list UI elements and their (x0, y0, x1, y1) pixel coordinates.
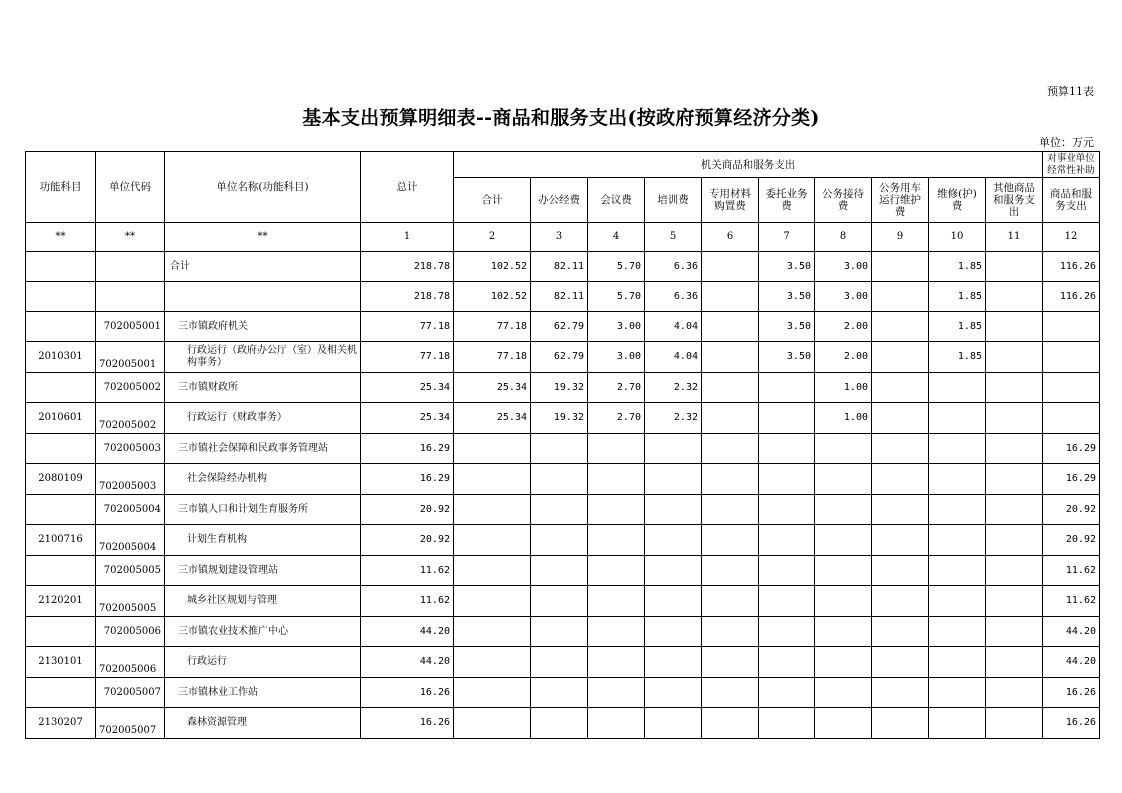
amount-cell (645, 647, 702, 678)
table-row (26, 708, 1100, 739)
column-index-cell: 12 (1043, 223, 1100, 252)
unit-name-cell: 行政运行（财政事务） (165, 403, 361, 434)
amount-cell (986, 312, 1043, 342)
column-index-cell: ** (26, 223, 96, 252)
amount-cell (531, 708, 588, 739)
amount-cell (815, 464, 872, 495)
header-unit-name: 单位名称(功能科目) (165, 152, 361, 223)
amount-cell (929, 678, 986, 708)
amount-cell (702, 282, 759, 312)
func-subject-cell (26, 617, 96, 647)
amount-cell: 16.29 (361, 464, 454, 495)
amount-cell (986, 434, 1043, 464)
amount-cell: 102.52 (454, 252, 531, 282)
amount-cell: 2.70 (588, 373, 645, 403)
amount-cell (815, 617, 872, 647)
func-subject-cell: 2130101 (26, 647, 96, 678)
amount-cell: 16.26 (1043, 708, 1100, 739)
amount-cell: 11.62 (361, 586, 454, 617)
amount-cell (702, 617, 759, 647)
amount-cell: 19.32 (531, 373, 588, 403)
table-row (26, 252, 1100, 282)
amount-cell (531, 678, 588, 708)
column-index-cell: 1 (361, 223, 454, 252)
header-total: 总计 (361, 152, 454, 223)
amount-cell: 3.00 (815, 282, 872, 312)
table-row (26, 282, 1100, 312)
amount-cell (588, 495, 645, 525)
unit-code-cell (96, 252, 165, 282)
amount-cell (872, 647, 929, 678)
amount-cell (588, 556, 645, 586)
amount-cell (645, 678, 702, 708)
amount-cell: 25.34 (361, 403, 454, 434)
unit-name-cell: 社会保险经办机构 (165, 464, 361, 495)
amount-cell (929, 556, 986, 586)
amount-cell (986, 373, 1043, 403)
amount-cell: 4.04 (645, 342, 702, 373)
column-index-cell: 10 (929, 223, 986, 252)
amount-cell (588, 525, 645, 556)
amount-cell (702, 464, 759, 495)
column-index-cell: 9 (872, 223, 929, 252)
amount-cell (702, 495, 759, 525)
amount-cell (702, 708, 759, 739)
amount-cell (531, 586, 588, 617)
table-row (26, 617, 1100, 647)
amount-cell: 3.50 (759, 252, 815, 282)
amount-cell: 11.62 (361, 556, 454, 586)
amount-cell: 44.20 (1043, 647, 1100, 678)
amount-cell: 5.70 (588, 252, 645, 282)
amount-cell (454, 678, 531, 708)
func-subject-cell (26, 495, 96, 525)
table-row (26, 495, 1100, 525)
amount-cell (759, 464, 815, 495)
unit-code-cell: 702005007 (96, 678, 165, 708)
amount-cell (986, 647, 1043, 678)
amount-cell (815, 495, 872, 525)
amount-cell (759, 525, 815, 556)
amount-cell (872, 342, 929, 373)
amount-cell (454, 495, 531, 525)
amount-cell (588, 617, 645, 647)
amount-cell: 2.32 (645, 403, 702, 434)
unit-label: 单位：万元 (1039, 136, 1094, 149)
header-sub-col: 办公经费 (531, 178, 588, 223)
amount-cell (872, 525, 929, 556)
amount-cell: 5.70 (588, 282, 645, 312)
amount-cell (986, 678, 1043, 708)
amount-cell: 44.20 (1043, 617, 1100, 647)
unit-code-cell: 702005006 (96, 647, 165, 678)
column-index-cell: 7 (759, 223, 815, 252)
amount-cell: 20.92 (1043, 525, 1100, 556)
amount-cell (759, 495, 815, 525)
amount-cell (986, 708, 1043, 739)
amount-cell: 11.62 (1043, 556, 1100, 586)
amount-cell: 82.11 (531, 282, 588, 312)
amount-cell: 20.92 (361, 525, 454, 556)
amount-cell (929, 403, 986, 434)
amount-cell (929, 617, 986, 647)
amount-cell: 2.32 (645, 373, 702, 403)
amount-cell (588, 708, 645, 739)
amount-cell (759, 647, 815, 678)
amount-cell (815, 647, 872, 678)
amount-cell: 77.18 (361, 342, 454, 373)
form-number: 预算11表 (1047, 85, 1094, 98)
header-sub-col: 公务接待费 (815, 178, 872, 223)
amount-cell: 77.18 (361, 312, 454, 342)
unit-code-cell: 702005003 (96, 464, 165, 495)
amount-cell (531, 464, 588, 495)
column-index-cell: 4 (588, 223, 645, 252)
amount-cell: 2.70 (588, 403, 645, 434)
unit-code-cell: 702005004 (96, 525, 165, 556)
header-func-subject: 功能科目 (26, 152, 96, 223)
amount-cell: 44.20 (361, 647, 454, 678)
func-subject-cell: 2120201 (26, 586, 96, 617)
amount-cell: 3.00 (815, 252, 872, 282)
amount-cell (872, 282, 929, 312)
amount-cell: 2.00 (815, 342, 872, 373)
amount-cell (872, 403, 929, 434)
amount-cell (759, 617, 815, 647)
unit-code-cell: 702005007 (96, 708, 165, 739)
amount-cell (815, 678, 872, 708)
amount-cell: 2.00 (815, 312, 872, 342)
amount-cell (702, 525, 759, 556)
table-row (26, 403, 1100, 434)
amount-cell: 20.92 (361, 495, 454, 525)
amount-cell (929, 434, 986, 464)
unit-name-cell: 行政运行 (165, 647, 361, 678)
amount-cell (759, 708, 815, 739)
amount-cell (986, 252, 1043, 282)
amount-cell (872, 373, 929, 403)
amount-cell (759, 403, 815, 434)
amount-cell (986, 556, 1043, 586)
header-sub-col: 合计 (454, 178, 531, 223)
amount-cell (872, 434, 929, 464)
amount-cell (872, 586, 929, 617)
amount-cell: 16.26 (361, 678, 454, 708)
amount-cell: 116.26 (1043, 252, 1100, 282)
amount-cell: 3.50 (759, 312, 815, 342)
amount-cell (645, 464, 702, 495)
amount-cell (588, 464, 645, 495)
amount-cell (872, 464, 929, 495)
amount-cell: 77.18 (454, 312, 531, 342)
amount-cell: 3.00 (588, 312, 645, 342)
amount-cell (531, 434, 588, 464)
func-subject-cell (26, 312, 96, 342)
unit-name-cell: 行政运行（政府办公厅（室）及相关机构事务） (165, 342, 361, 373)
amount-cell: 3.50 (759, 282, 815, 312)
table-row (26, 373, 1100, 403)
func-subject-cell (26, 252, 96, 282)
amount-cell (872, 708, 929, 739)
amount-cell (588, 586, 645, 617)
amount-cell: 218.78 (361, 282, 454, 312)
amount-cell (531, 617, 588, 647)
header-sub-col: 商品和服务支出 (1043, 178, 1100, 223)
amount-cell (986, 464, 1043, 495)
func-subject-cell (26, 434, 96, 464)
amount-cell (702, 342, 759, 373)
unit-name-cell: 三市镇政府机关 (165, 312, 361, 342)
budget-table (25, 151, 1100, 739)
header-sub-col: 专用材料购置费 (702, 178, 759, 223)
amount-cell (929, 586, 986, 617)
unit-name-cell: 城乡社区规划与管理 (165, 586, 361, 617)
amount-cell (454, 647, 531, 678)
table-row (26, 647, 1100, 678)
unit-name-cell: 三市镇农业技术推广中心 (165, 617, 361, 647)
column-index-cell: 6 (702, 223, 759, 252)
amount-cell (759, 373, 815, 403)
amount-cell (872, 495, 929, 525)
amount-cell (1043, 342, 1100, 373)
table-row (26, 586, 1100, 617)
amount-cell: 16.29 (361, 434, 454, 464)
table-row (26, 434, 1100, 464)
amount-cell: 218.78 (361, 252, 454, 282)
amount-cell (1043, 403, 1100, 434)
amount-cell (986, 617, 1043, 647)
amount-cell (929, 708, 986, 739)
amount-cell (986, 342, 1043, 373)
unit-code-cell: 702005005 (96, 586, 165, 617)
amount-cell: 6.36 (645, 252, 702, 282)
column-index-cell: ** (165, 223, 361, 252)
amount-cell (702, 434, 759, 464)
amount-cell (645, 525, 702, 556)
amount-cell (454, 556, 531, 586)
header-sub-col: 委托业务费 (759, 178, 815, 223)
unit-code-cell: 702005001 (96, 312, 165, 342)
amount-cell: 44.20 (361, 617, 454, 647)
unit-name-cell: 计划生育机构 (165, 525, 361, 556)
amount-cell (872, 678, 929, 708)
unit-name-cell: 三市镇人口和计划生育服务所 (165, 495, 361, 525)
amount-cell: 1.85 (929, 342, 986, 373)
amount-cell (454, 708, 531, 739)
amount-cell: 20.92 (1043, 495, 1100, 525)
header-sub-col: 维修(护)费 (929, 178, 986, 223)
unit-name-cell: 三市镇社会保障和民政事务管理站 (165, 434, 361, 464)
unit-code-cell: 702005006 (96, 617, 165, 647)
unit-name-cell: 三市镇规划建设管理站 (165, 556, 361, 586)
amount-cell (1043, 312, 1100, 342)
table-row (26, 464, 1100, 495)
unit-name-cell: 森林资源管理 (165, 708, 361, 739)
header-unit-code: 单位代码 (96, 152, 165, 223)
unit-code-cell: 702005004 (96, 495, 165, 525)
amount-cell: 11.62 (1043, 586, 1100, 617)
unit-name-cell: 合计 (165, 252, 361, 282)
amount-cell (531, 556, 588, 586)
unit-name-cell (165, 282, 361, 312)
amount-cell (815, 556, 872, 586)
amount-cell (645, 495, 702, 525)
amount-cell (986, 282, 1043, 312)
amount-cell (759, 678, 815, 708)
amount-cell (531, 525, 588, 556)
amount-cell (1043, 373, 1100, 403)
table-row (26, 342, 1100, 373)
unit-code-cell: 702005001 (96, 342, 165, 373)
amount-cell: 77.18 (454, 342, 531, 373)
amount-cell (702, 678, 759, 708)
amount-cell: 1.85 (929, 312, 986, 342)
func-subject-cell (26, 678, 96, 708)
amount-cell (531, 647, 588, 678)
amount-cell (645, 617, 702, 647)
unit-code-cell: 702005005 (96, 556, 165, 586)
unit-code-cell (96, 282, 165, 312)
amount-cell: 25.34 (361, 373, 454, 403)
amount-cell: 102.52 (454, 282, 531, 312)
amount-cell: 116.26 (1043, 282, 1100, 312)
amount-cell: 16.29 (1043, 434, 1100, 464)
amount-cell: 19.32 (531, 403, 588, 434)
header-subsidy-group: 对事业单位经常性补助 (1043, 152, 1100, 178)
amount-cell (702, 556, 759, 586)
header-sub-col: 培训费 (645, 178, 702, 223)
amount-cell (986, 495, 1043, 525)
column-index-cell: 3 (531, 223, 588, 252)
func-subject-cell: 2100716 (26, 525, 96, 556)
amount-cell (702, 252, 759, 282)
amount-cell (815, 434, 872, 464)
amount-cell (702, 312, 759, 342)
table-row (26, 312, 1100, 342)
header-sub-col: 公务用车运行维护费 (872, 178, 929, 223)
amount-cell: 4.04 (645, 312, 702, 342)
amount-cell (454, 586, 531, 617)
func-subject-cell (26, 556, 96, 586)
amount-cell: 25.34 (454, 373, 531, 403)
amount-cell: 82.11 (531, 252, 588, 282)
amount-cell (986, 586, 1043, 617)
amount-cell: 16.29 (1043, 464, 1100, 495)
amount-cell: 1.85 (929, 282, 986, 312)
column-index-cell: 11 (986, 223, 1043, 252)
amount-cell (872, 556, 929, 586)
amount-cell (929, 495, 986, 525)
table-row (26, 678, 1100, 708)
amount-cell (454, 617, 531, 647)
amount-cell (986, 403, 1043, 434)
func-subject-cell (26, 373, 96, 403)
unit-name-cell: 三市镇财政所 (165, 373, 361, 403)
column-index-cell: 2 (454, 223, 531, 252)
amount-cell (531, 495, 588, 525)
amount-cell (702, 586, 759, 617)
amount-cell (929, 373, 986, 403)
func-subject-cell: 2010301 (26, 342, 96, 373)
amount-cell (702, 403, 759, 434)
func-subject-cell: 2130207 (26, 708, 96, 739)
column-index-cell: 5 (645, 223, 702, 252)
amount-cell (645, 586, 702, 617)
page-title: 基本支出预算明细表--商品和服务支出(按政府预算经济分类) (302, 107, 820, 129)
amount-cell (872, 252, 929, 282)
amount-cell (815, 586, 872, 617)
amount-cell (929, 647, 986, 678)
unit-name-cell: 三市镇林业工作站 (165, 678, 361, 708)
amount-cell (645, 708, 702, 739)
unit-code-cell: 702005003 (96, 434, 165, 464)
amount-cell (815, 525, 872, 556)
amount-cell: 16.26 (1043, 678, 1100, 708)
amount-cell: 1.85 (929, 252, 986, 282)
amount-cell (702, 647, 759, 678)
amount-cell: 3.00 (588, 342, 645, 373)
header-sub-col: 会议费 (588, 178, 645, 223)
amount-cell (986, 525, 1043, 556)
amount-cell: 25.34 (454, 403, 531, 434)
column-index-cell: 8 (815, 223, 872, 252)
amount-cell: 62.79 (531, 342, 588, 373)
amount-cell: 1.00 (815, 403, 872, 434)
amount-cell: 16.26 (361, 708, 454, 739)
amount-cell (588, 678, 645, 708)
func-subject-cell: 2080109 (26, 464, 96, 495)
amount-cell (702, 373, 759, 403)
column-index-cell: ** (96, 223, 165, 252)
amount-cell (815, 708, 872, 739)
header-agency-group: 机关商品和服务支出 (454, 152, 1043, 178)
amount-cell (872, 312, 929, 342)
amount-cell: 3.50 (759, 342, 815, 373)
amount-cell (759, 556, 815, 586)
amount-cell (645, 556, 702, 586)
amount-cell: 1.00 (815, 373, 872, 403)
unit-code-cell: 702005002 (96, 373, 165, 403)
amount-cell (454, 525, 531, 556)
table-row (26, 525, 1100, 556)
header-sub-col: 其他商品和服务支出 (986, 178, 1043, 223)
amount-cell (645, 434, 702, 464)
amount-cell (454, 434, 531, 464)
func-subject-cell: 2010601 (26, 403, 96, 434)
table-row (26, 556, 1100, 586)
amount-cell: 62.79 (531, 312, 588, 342)
unit-code-cell: 702005002 (96, 403, 165, 434)
amount-cell (759, 586, 815, 617)
func-subject-cell (26, 282, 96, 312)
amount-cell (929, 464, 986, 495)
amount-cell (759, 434, 815, 464)
amount-cell: 6.36 (645, 282, 702, 312)
amount-cell (929, 525, 986, 556)
amount-cell (588, 434, 645, 464)
amount-cell (454, 464, 531, 495)
amount-cell (872, 617, 929, 647)
amount-cell (588, 647, 645, 678)
